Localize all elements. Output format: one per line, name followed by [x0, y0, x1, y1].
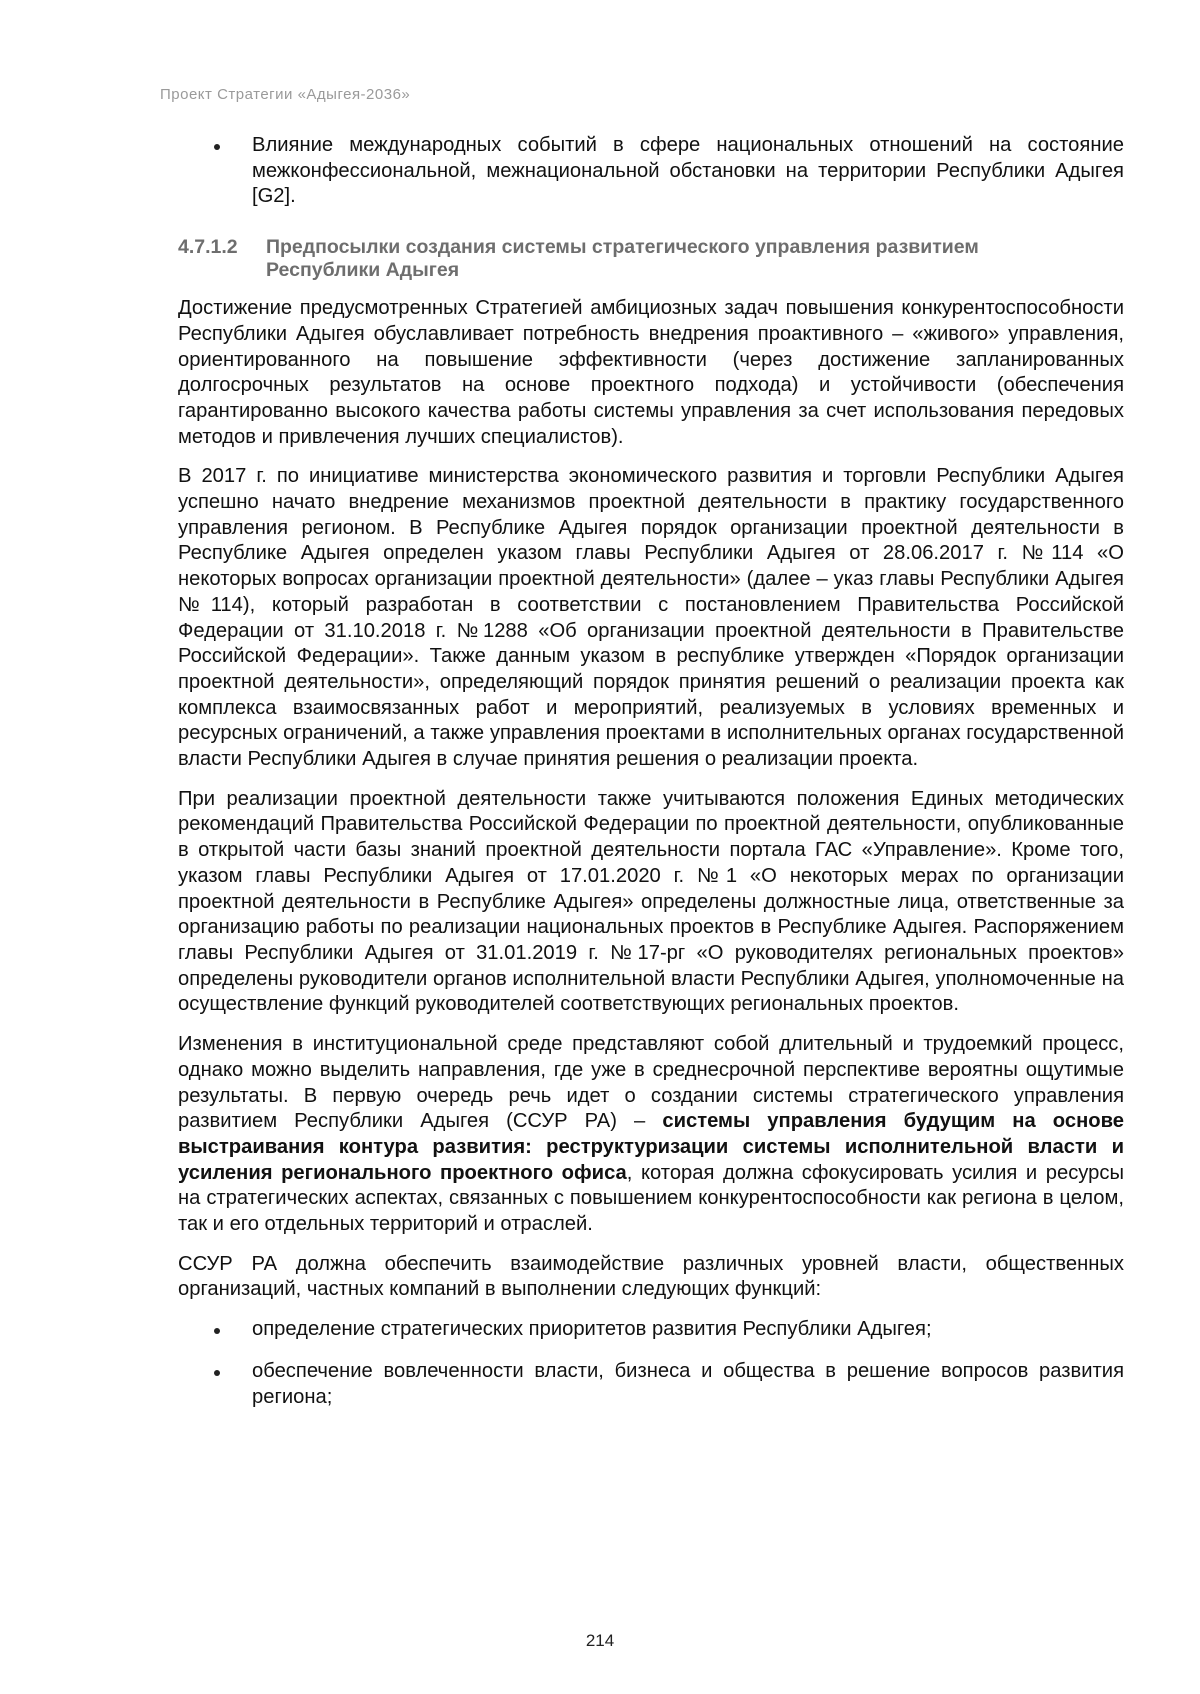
paragraph-5: ССУР РА должна обеспечить взаимодействие различных уровней власти, общественных организаций, частных компаний в выполнении следующих функций:	[178, 1252, 1124, 1301]
bullet-dot-icon	[214, 1370, 220, 1376]
intro-bullet-list	[178, 133, 1124, 210]
paragraph-4	[178, 1032, 1124, 1238]
functions-list	[178, 1317, 1124, 1410]
paragraph-3: При реализации проектной деятельности также учитываются положения Единых методических рекомендаций Правительства Российской Федерации по проектной деятельности, опубликованные в открытой части базы знаний проектной деятельности портала ГАС «Управление». Кроме того, указом главы Республики Адыгея от 17.01.2020 г. №1 «О некоторых мерах по организации проектной деятельности в Республике Адыгея» определены должностные лица, ответственные за организацию работы по реализации национальных проектов в Республике Адыгея. Распоряжением главы Республики Адыгея от 31.01.2019 г. №17-рг «О руководителях региональных проектов» определены руководители органов исполнительной власти Республики Адыгея, уполномоченные на осуществление функций руководителей соответствующих региональных проектов.	[178, 787, 1124, 1016]
paragraph-4-start: Изменения в институциональной среде представляют собой длительный и трудоемкий процесс, однако можно выделить направления, где уже в среднесрочной перспективе вероятны ощутимые результаты. В первую очередь речь идет о создании системы стратегического управления развитием Республики Адыгея (ССУР РА) –	[178, 1033, 1124, 1133]
list-item-text: Влияние международных событий в сфере национальных отношений на состояние межконфессиональной, межнациональной обстановки на территории Республики Адыгея [G2].	[252, 134, 1124, 208]
running-header: Проект Стратегии «Адыгея-2036»	[160, 86, 411, 103]
paragraph-1: Достижение предусмотренных Стратегией амбициозных задач повышения конкурентоспособности Республики Адыгея обуславливает потребность внедрения проактивного – «живого» управления, ориентированного на повышение эффективности (через достижение запланированных долгосрочных результатов на основе проектного подхода) и устойчивости (обеспечения гарантированно высокого качества работы системы управления за счет использования передовых методов и привлечения лучших специалистов).	[178, 297, 1124, 448]
list-item	[178, 133, 1124, 210]
bullet-dot-icon	[214, 144, 220, 150]
list-item	[178, 1359, 1124, 1410]
document-body	[178, 133, 1124, 1426]
paragraph-2: В 2017 г. по инициативе министерства экономического развития и торговли Республики Адыгея успешно начато внедрение механизмов проектной деятельности в практику государственного управления регионом. В Республике Адыгея порядок организации проектной деятельности в Республике Адыгея определен указом главы Республики Адыгея от 28.06.2017 г. №114 «О некоторых вопросах организации проектной деятельности» (далее – указ главы Республики Адыгея №114), который разработан в соответствии с постановлением Правительства Российской Федерации от 31.10.2018 г. №1288 «Об организации проектной деятельности в Правительстве Российской Федерации». Также данным указом в республике утвержден «Порядок организации проектной деятельности», определяющий порядок принятия решений о реализации проекта как комплекса взаимосвязанных работ и мероприятий, реализуемых в условиях временных и ресурсных ограничений, а также управления проектами в исполнительных органах государственной власти Республики Адыгея в случае принятия решения о реализации проекта.	[178, 465, 1124, 771]
paragraph-4-emphasis: системы управления будущим на основе выстраивания контура развития: реструктуризации системы исполнительной власти и усиления регионального проектного офиса	[178, 1110, 1124, 1184]
section-heading	[178, 236, 1124, 282]
list-item-text: обеспечение вовлеченности власти, бизнеса и общества в решение вопросов развития региона;	[252, 1359, 1124, 1408]
list-item	[178, 1317, 1124, 1343]
page-number: 214	[585, 1631, 615, 1650]
bullet-dot-icon	[214, 1328, 220, 1334]
section-number: 4.7.1.2	[178, 236, 238, 259]
section-title: Предпосылки создания системы стратегического управления развитием Республики Адыгея	[266, 236, 979, 282]
list-item-text: определение стратегических приоритетов развития Республики Адыгея;	[252, 1318, 932, 1341]
paragraph-4-end: , которая должна сфокусировать усилия и ресурсы на стратегических аспектах, связанных с повышением конкурентоспособности как региона в целом, так и его отдельных территорий и отраслей.	[178, 1161, 1124, 1236]
